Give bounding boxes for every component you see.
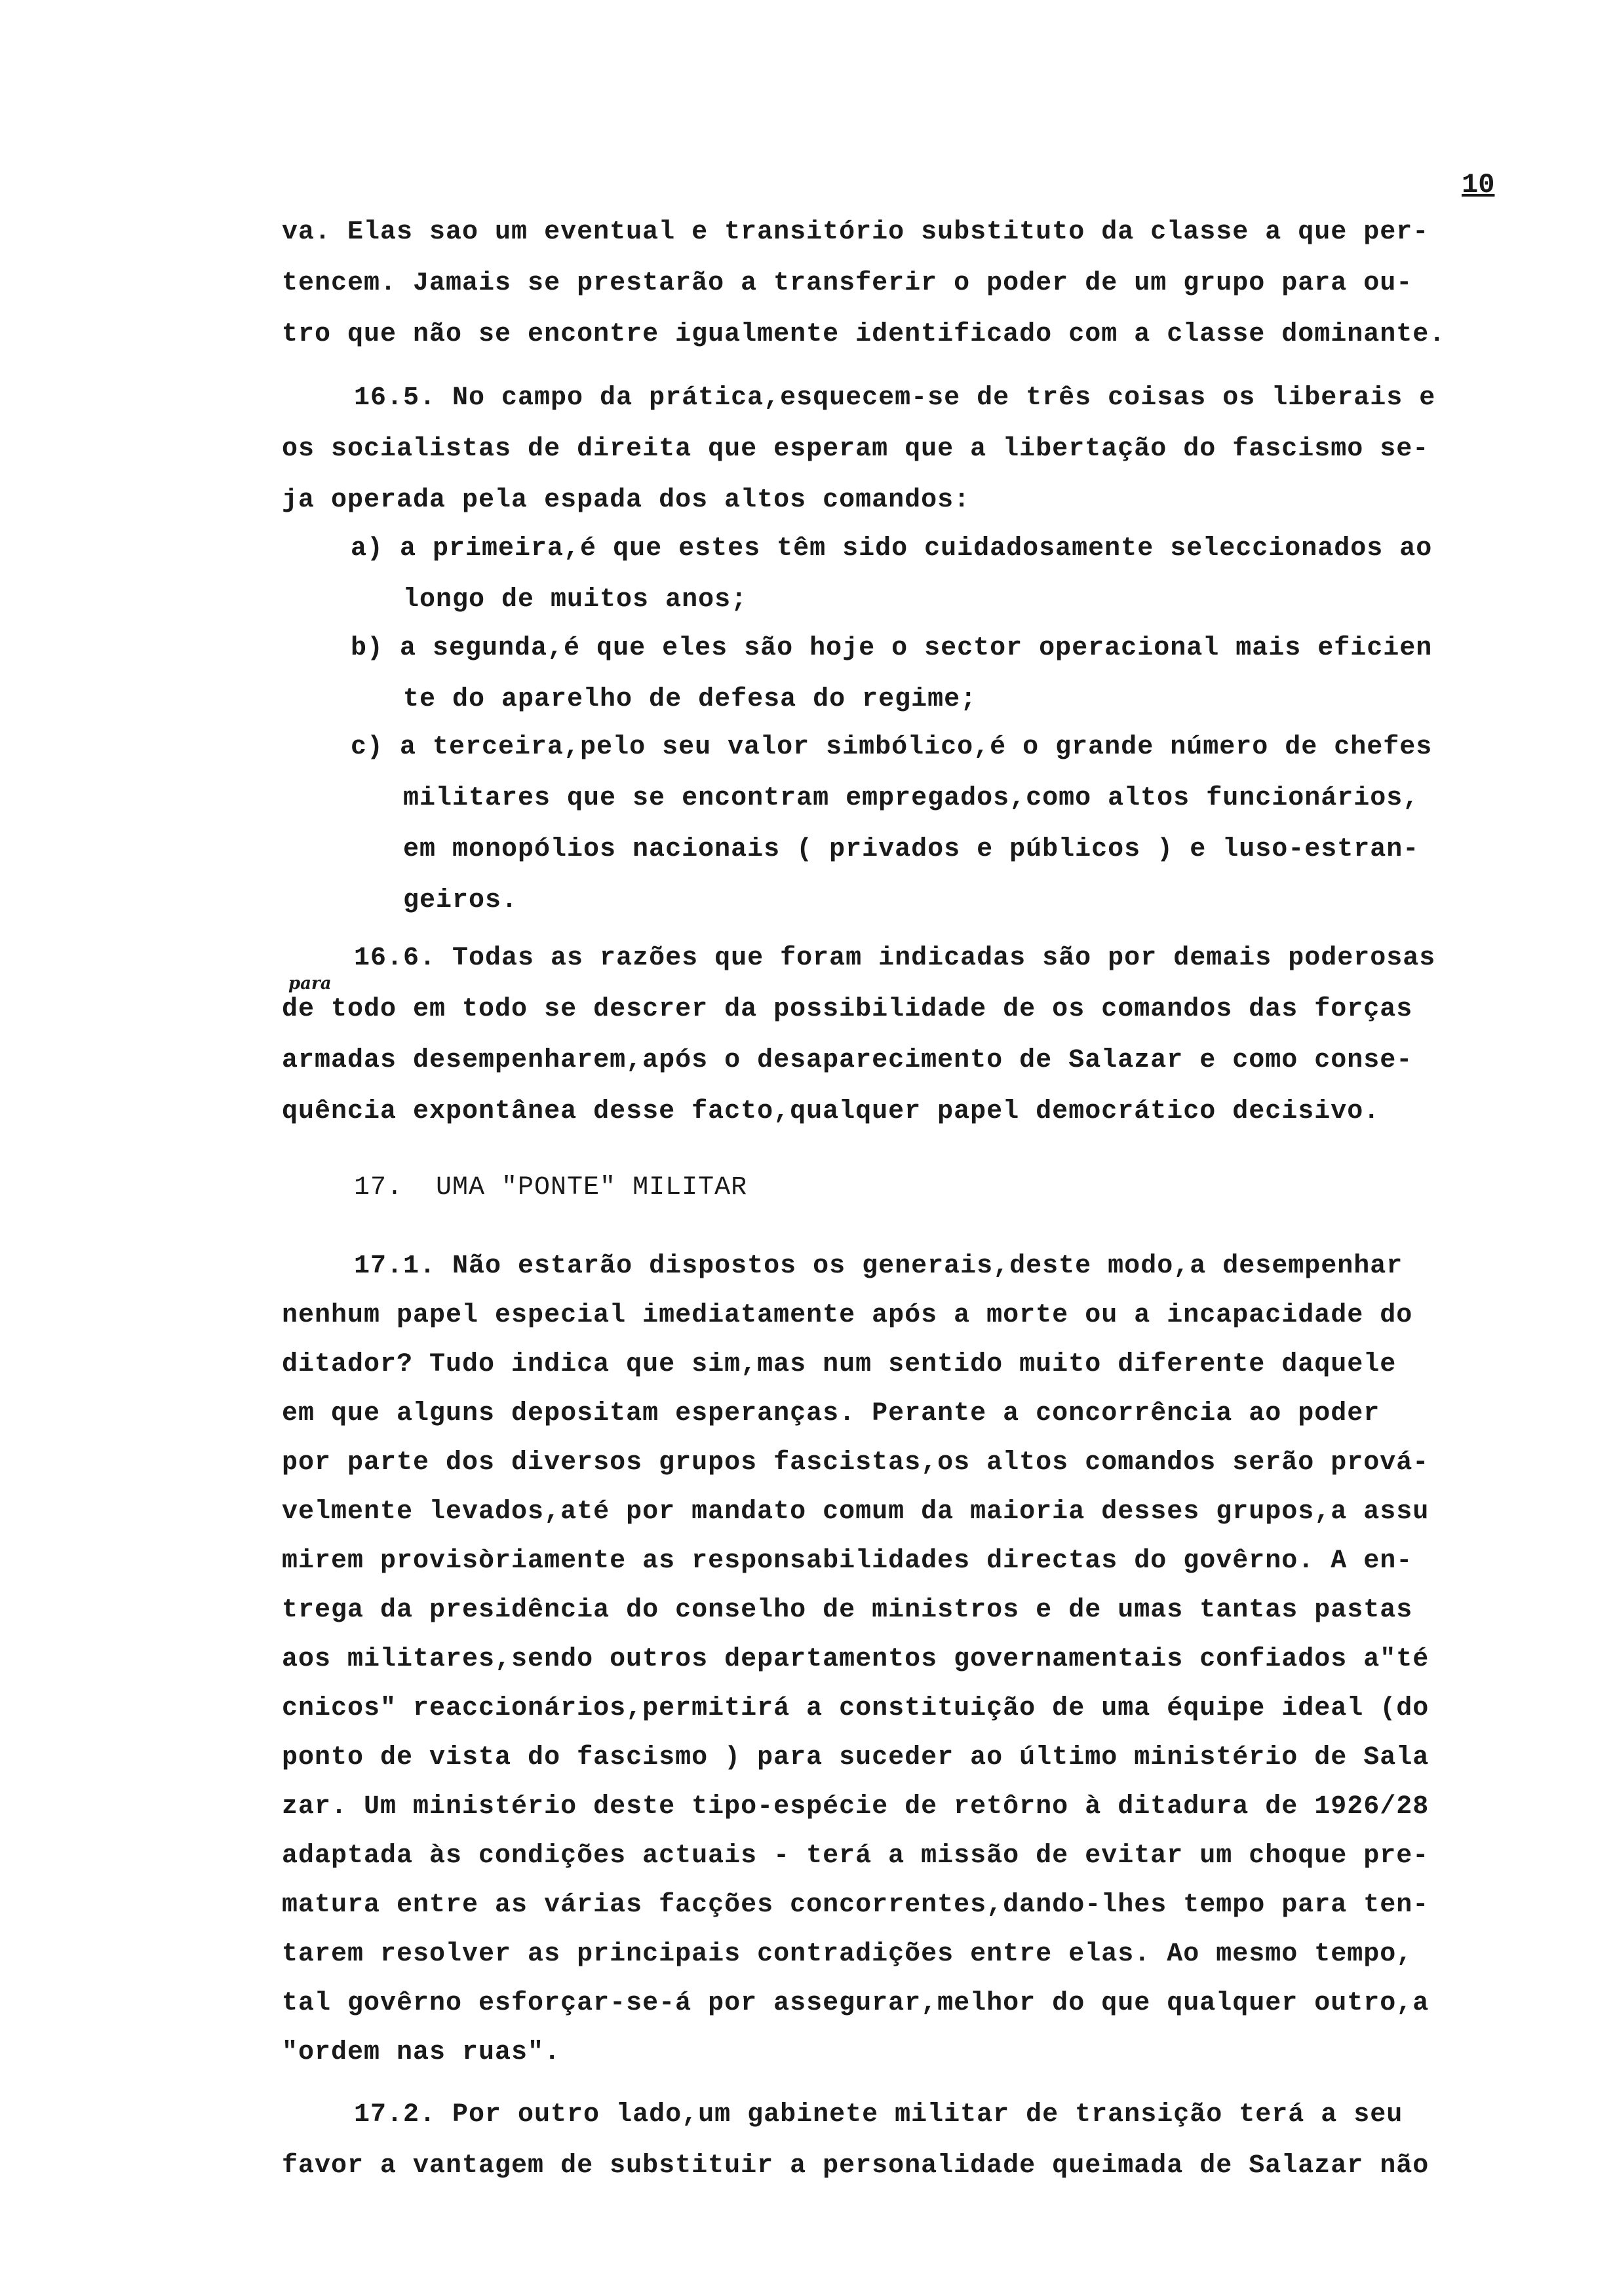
paragraph-16-5-line: os socialistas de direita que esperam que a libertação do fascismo se- (282, 434, 1430, 464)
paragraph-17-1-line: ponto de vista do fascismo ) para suceder ao último ministério de Sala (282, 1743, 1430, 1772)
list-item-b-cont: te do aparelho de defesa do regime; (403, 685, 977, 714)
page-number: 10 (1462, 169, 1495, 201)
paragraph-16-6-line: quência expontânea desse facto,qualquer papel democrático decisivo. (282, 1097, 1380, 1126)
paragraph-17-1-line: adaptada às condições actuais - terá a missão de evitar um choque pre- (282, 1841, 1430, 1871)
paragraph-17-1-line: por parte dos diversos grupos fascistas,os altos comandos serão prová- (282, 1448, 1430, 1478)
paragraph-16-6-line: 16.6. Todas as razões que foram indicadas são por demais poderosas (354, 944, 1436, 973)
section-title: 17. UMA "PONTE" MILITAR (354, 1173, 748, 1202)
list-item-c-cont: militares que se encontram empregados,como altos funcionários, (403, 784, 1420, 813)
list-item-b: b) a segunda,é que eles são hoje o sector operacional mais eficien (351, 634, 1433, 663)
handwritten-note: para (288, 974, 332, 993)
paragraph-17-1-line: zar. Um ministério deste tipo-espécie de retôrno à ditadura de 1926/28 (282, 1792, 1430, 1822)
list-item-a-cont: longo de muitos anos; (403, 585, 748, 615)
text-line: tencem. Jamais se prestarão a transferir o poder de um grupo para ou- (282, 269, 1413, 298)
paragraph-17-2-line: favor a vantagem de substituir a personalidade queimada de Salazar não (282, 2151, 1430, 2181)
paragraph-16-6-line: armadas desempenharem,após o desaparecimento de Salazar e como conse- (282, 1046, 1413, 1075)
paragraph-17-1-line: trega da presidência do conselho de ministros e de umas tantas pastas (282, 1596, 1413, 1625)
paragraph-17-1-line: nenhum papel especial imediatamente após a morte ou a incapacidade do (282, 1301, 1413, 1330)
paragraph-17-1-line: tarem resolver as principais contradições entre elas. Ao mesmo tempo, (282, 1940, 1413, 1969)
paragraph-17-1-line: tal govêrno esforçar-se-á por assegurar,melhor do que qualquer outro,a (282, 1989, 1430, 2018)
list-item-c-cont: geiros. (403, 886, 518, 915)
paragraph-17-1-line: ditador? Tudo indica que sim,mas num sentido muito diferente daquele (282, 1350, 1397, 1379)
list-item-c-cont: em monopólios nacionais ( privados e públicos ) e luso-estran- (403, 835, 1420, 864)
paragraph-17-2-line: 17.2. Por outro lado,um gabinete militar de transição terá a seu (354, 2100, 1403, 2130)
paragraph-17-1-line: cnicos" reaccionários,permitirá a constituição de uma équipe ideal (do (282, 1694, 1430, 1723)
paragraph-17-1-line: mirem provisòriamente as responsabilidades directas do govêrno. A en- (282, 1546, 1413, 1576)
paragraph-17-1-line: aos militares,sendo outros departamentos governamentais confiados a"té (282, 1645, 1430, 1674)
paragraph-16-5-line: ja operada pela espada dos altos comandos: (282, 486, 971, 515)
paragraph-17-1-line: 17.1. Não estarão dispostos os generais,deste modo,a desempenhar (354, 1252, 1403, 1281)
list-item-c: c) a terceira,pelo seu valor simbólico,é o grande número de chefes (351, 733, 1433, 762)
paragraph-16-6-line: de todo em todo se descrer da possibilidade de os comandos das forças (282, 995, 1413, 1024)
list-item-a: a) a primeira,é que estes têm sido cuidadosamente seleccionados ao (351, 534, 1433, 564)
paragraph-17-1-line: matura entre as várias facções concorrentes,dando-lhes tempo para ten- (282, 1890, 1430, 1920)
paragraph-16-5-line: 16.5. No campo da prática,esquecem-se de três coisas os liberais e (354, 383, 1436, 413)
paragraph-17-1-line: em que alguns depositam esperanças. Perante a concorrência ao poder (282, 1399, 1380, 1428)
paragraph-17-1-line: "ordem nas ruas". (282, 2038, 561, 2067)
paragraph-17-1-line: velmente levados,até por mandato comum da maioria desses grupos,a assu (282, 1497, 1430, 1527)
text-line: va. Elas sao um eventual e transitório substituto da classe a que per- (282, 218, 1430, 247)
text-line: tro que não se encontre igualmente identificado com a classe dominante. (282, 320, 1446, 349)
